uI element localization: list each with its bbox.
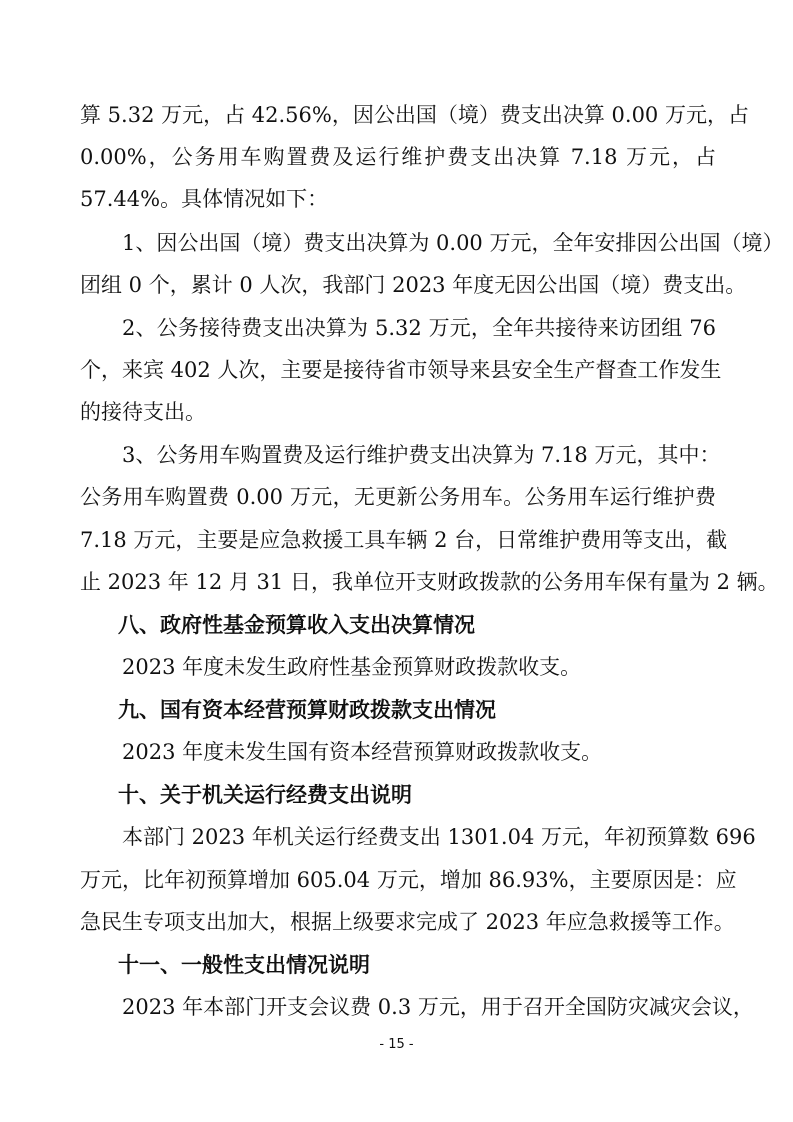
paragraph-line: 2023 年度未发生政府性基金预算财政拨款收支。	[122, 655, 582, 679]
paragraph-line: 急民生专项支出加大，根据上级要求完成了 2023 年应急救援等工作。	[80, 910, 735, 934]
paragraph-line: 本部门 2023 年机关运行经费支出 1301.04 万元，年初预算数 696	[122, 825, 756, 849]
paragraph-line: 2023 年度未发生国有资本经营预算财政拨款收支。	[122, 740, 603, 764]
paragraph-line: 1、因公出国（境）费支出决算为 0.00 万元，全年安排因公出国（境）	[122, 231, 784, 255]
paragraph-line: 0.00%，公务用车购置费及运行维护费支出决算 7.18 万元，占	[80, 145, 716, 169]
paragraph-line: 2023 年本部门开支会议费 0.3 万元，用于召开全国防灾减灾会议，	[122, 995, 754, 1019]
paragraph-line: 团组 0 个，累计 0 人次，我部门 2023 年度无因公出国（境）费支出。	[80, 273, 747, 297]
paragraph-line: 算 5.32 万元，占 42.56%，因公出国（境）费支出决算 0.00 万元，占	[80, 103, 749, 127]
section-heading-9: 九、国有资本经营预算财政拨款支出情况	[118, 698, 496, 722]
paragraph-line: 的接待支出。	[80, 400, 206, 424]
paragraph-line: 公务用车购置费 0.00 万元，无更新公务用车。公务用车运行维护费	[80, 485, 716, 509]
section-heading-8: 八、政府性基金预算收入支出决算情况	[118, 613, 475, 637]
paragraph-line: 止 2023 年 12 月 31 日，我单位开支财政拨款的公务用车保有量为 2 辆。	[80, 570, 779, 594]
paragraph-line: 57.44%。具体情况如下：	[80, 187, 329, 211]
section-heading-11: 十一、一般性支出情况说明	[118, 953, 370, 977]
paragraph-line: 3、公务用车购置费及运行维护费支出决算为 7.18 万元，其中：	[122, 443, 721, 467]
paragraph-line: 个，来宾 402 人次，主要是接待省市领导来县安全生产督查工作发生	[80, 358, 722, 382]
paragraph-line: 万元，比年初预算增加 605.04 万元，增加 86.93%，主要原因是：应	[80, 868, 737, 892]
page-number: - 15 -	[379, 1037, 414, 1052]
paragraph-line: 2、公务接待费支出决算为 5.32 万元，全年共接待来访团组 76	[122, 316, 716, 340]
section-heading-10: 十、关于机关运行经费支出说明	[118, 783, 412, 807]
paragraph-line: 7.18 万元，主要是应急救援工具车辆 2 台，日常维护费用等支出，截	[80, 528, 728, 552]
